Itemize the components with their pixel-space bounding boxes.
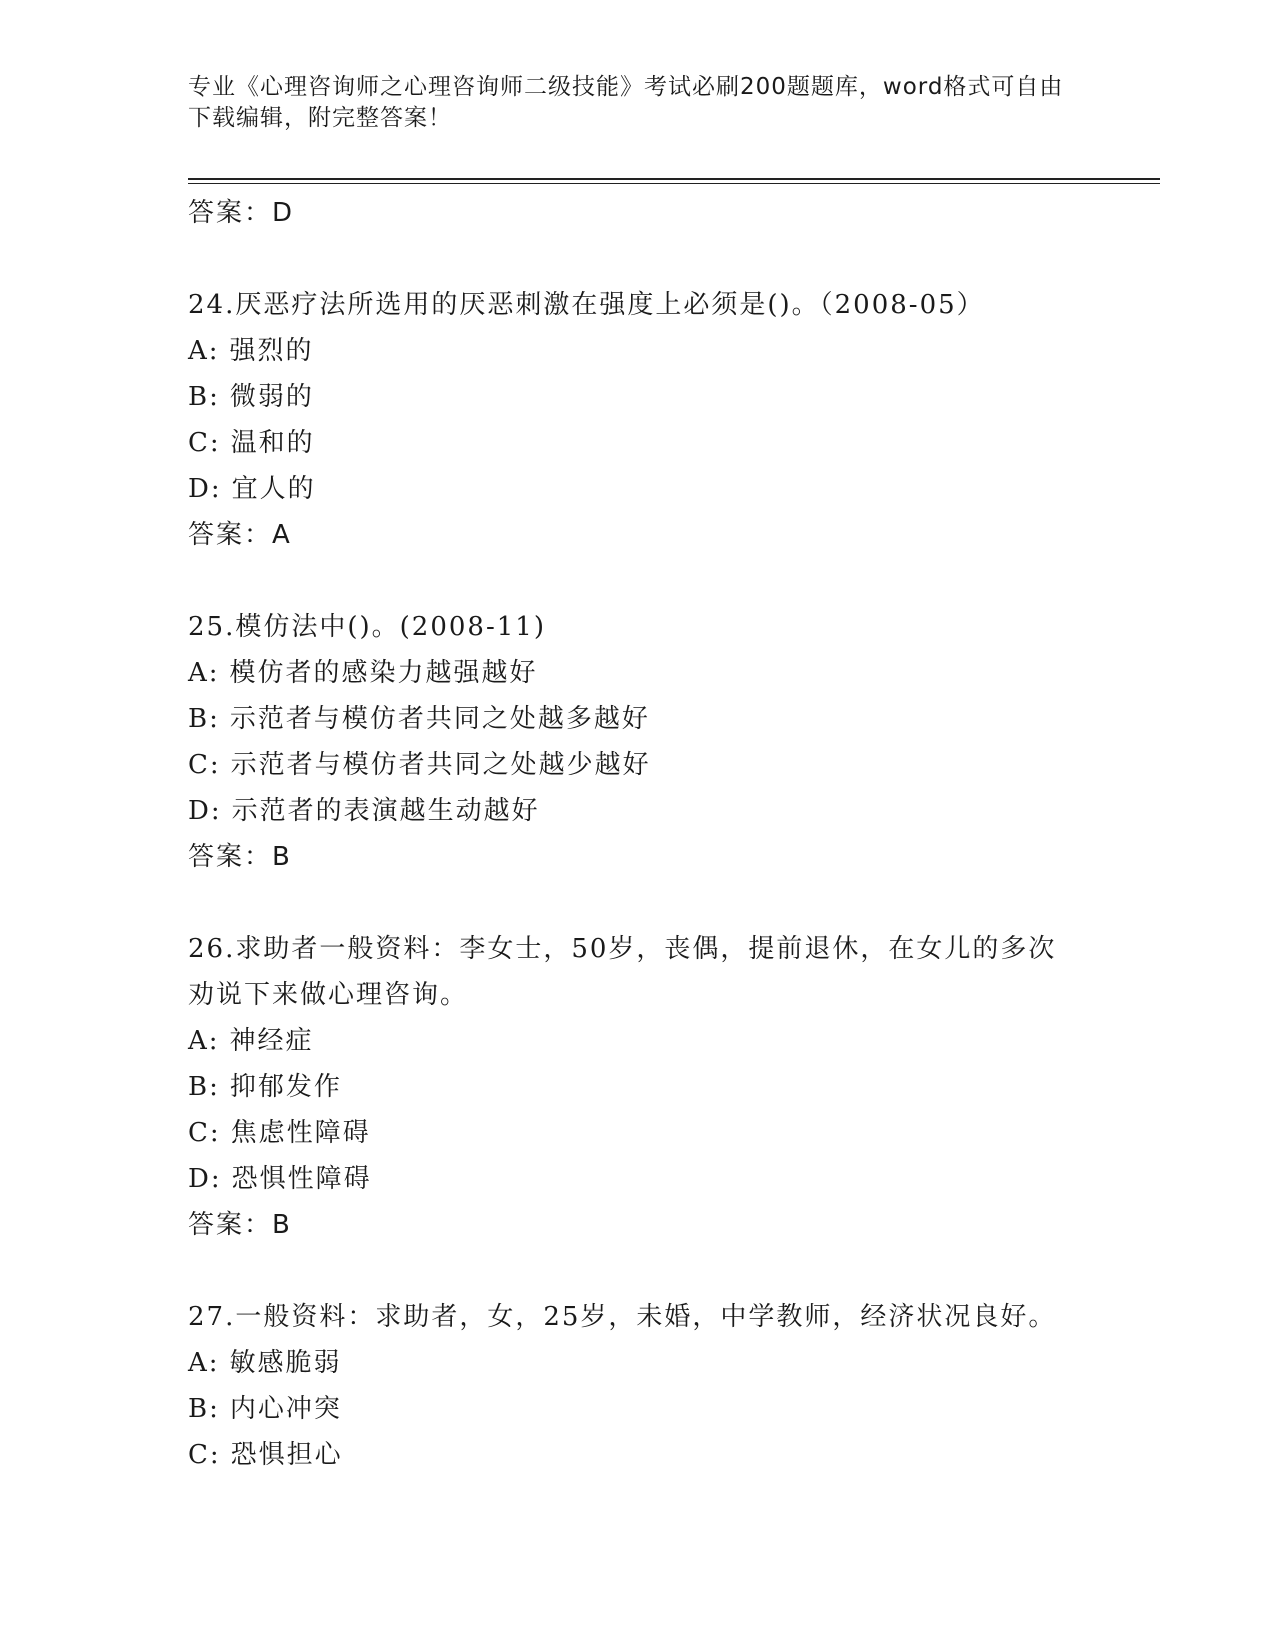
- question-stem: 24.厌恶疗法所选用的厌恶刺激在强度上必须是()。（2008-05）: [188, 290, 985, 320]
- header-divider-thick: [188, 178, 1160, 180]
- option-c: [188, 420, 1088, 466]
- answer-line: 答案：D: [188, 198, 295, 228]
- option-text: 示范者与模仿者共同之处越少越好: [230, 750, 651, 780]
- option-d: [188, 466, 1088, 512]
- option-b: [188, 1386, 1088, 1432]
- option-text: 内心冲突: [229, 1394, 342, 1424]
- option-letter: C:: [188, 428, 221, 458]
- option-b: [188, 696, 1088, 742]
- question-stem: 26.求助者一般资料：李女士，50岁，丧偶，提前退休，在女儿的多次劝说下来做心理咨询。: [188, 934, 1057, 1010]
- option-letter: A:: [188, 336, 220, 366]
- question-block: [188, 926, 1088, 1248]
- option-b: [188, 1064, 1088, 1110]
- question-block: [188, 282, 1088, 558]
- option-text: 强烈的: [229, 336, 314, 366]
- option-letter: A:: [188, 1026, 220, 1056]
- option-c: [188, 1432, 1088, 1478]
- option-text: 宜人的: [231, 474, 316, 504]
- question-block: [188, 1294, 1088, 1478]
- option-letter: B:: [188, 382, 220, 412]
- header-divider-thin: [188, 183, 1160, 184]
- option-letter: A:: [188, 1348, 220, 1378]
- option-text: 恐惧性障碍: [231, 1164, 372, 1194]
- option-text: 温和的: [230, 428, 315, 458]
- option-a: [188, 1340, 1088, 1386]
- option-letter: B:: [188, 704, 220, 734]
- option-letter: D:: [188, 474, 222, 504]
- option-d: [188, 788, 1088, 834]
- option-c: [188, 742, 1088, 788]
- option-letter: B:: [188, 1394, 220, 1424]
- option-text: 神经症: [229, 1026, 314, 1056]
- option-text: 焦虑性障碍: [230, 1118, 371, 1148]
- option-c: [188, 1110, 1088, 1156]
- answer-line: 答案：A: [188, 520, 292, 550]
- option-text: 示范者的表演越生动越好: [231, 796, 540, 826]
- answer-line: 答案：B: [188, 842, 292, 872]
- option-letter: A:: [188, 658, 220, 688]
- question-block: [188, 604, 1088, 880]
- option-text: 示范者与模仿者共同之处越多越好: [229, 704, 650, 734]
- option-text: 模仿者的感染力越强越好: [229, 658, 538, 688]
- document-header: 专业《心理咨询师之心理咨询师二级技能》考试必刷200题题库，word格式可自由下载编辑，附完整答案！: [188, 74, 1064, 131]
- question-stem: 25.模仿法中()。(2008-11): [188, 612, 546, 642]
- question-list: [188, 190, 1088, 1478]
- answer-line: 答案：B: [188, 1210, 292, 1240]
- option-letter: C:: [188, 750, 221, 780]
- option-letter: D:: [188, 796, 222, 826]
- question-stem: 27.一般资料：求助者，女，25岁，未婚，中学教师，经济状况良好。: [188, 1302, 1057, 1332]
- option-a: [188, 650, 1088, 696]
- option-b: [188, 374, 1088, 420]
- option-d: [188, 1156, 1088, 1202]
- option-letter: B:: [188, 1072, 220, 1102]
- option-a: [188, 1018, 1088, 1064]
- option-text: 恐惧担心: [230, 1440, 343, 1470]
- option-text: 敏感脆弱: [229, 1348, 342, 1378]
- option-letter: C:: [188, 1440, 221, 1470]
- option-text: 抑郁发作: [229, 1072, 342, 1102]
- option-a: [188, 328, 1088, 374]
- option-text: 微弱的: [229, 382, 314, 412]
- option-letter: D:: [188, 1164, 222, 1194]
- option-letter: C:: [188, 1118, 221, 1148]
